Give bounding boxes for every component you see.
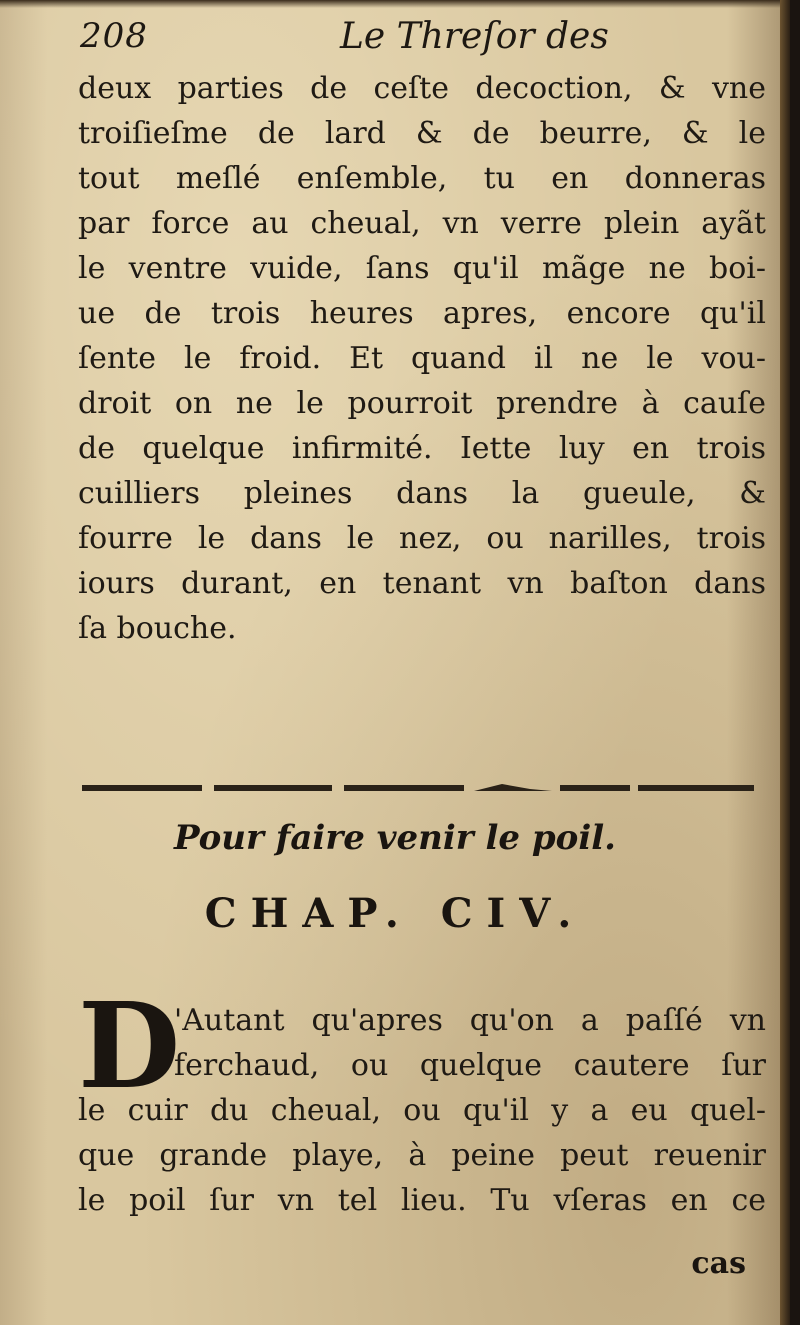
catchword: cas (691, 1246, 746, 1281)
page-right-edge (780, 0, 790, 1325)
paragraph-2 (78, 976, 766, 1223)
text-line: deux parties de ceſte decoction, & vne (78, 71, 766, 106)
text-line: 'Autant qu'apres qu'on a paſſé vn (174, 1003, 766, 1038)
text-line: ue de trois heures apres, encore qu'il (78, 296, 766, 331)
page-top-edge (0, 0, 790, 8)
text-line: le ventre vuide, ſans qu'il mãge ne boi- (78, 251, 766, 286)
running-title: Le Threſor des (340, 16, 609, 57)
chapter-label: CHAP. CIV. (204, 890, 586, 937)
page-number: 208 (80, 16, 148, 56)
text-line: cuilliers pleines dans la gueule, & (78, 476, 766, 511)
text-line: le poil ſur vn tel lieu. Tu vſeras en ce (78, 1183, 766, 1218)
text-line: le cuir du cheual, ou qu'il y a eu quel- (78, 1093, 766, 1128)
section-title: Pour faire venir le poil. (173, 818, 617, 858)
running-head (80, 16, 760, 60)
text-line: ſente le froid. Et quand il ne le vou- (78, 341, 766, 376)
text-line: ſa bouche. (78, 611, 237, 646)
text-line: tout meſlé enſemble, tu en donneras (78, 161, 766, 196)
text-line: par force au cheual, vn verre plein ayãt (78, 206, 766, 241)
text-line: que grande playe, à peine peut reuenir (78, 1138, 766, 1173)
text-line: de quelque infirmité. Iette luy en trois (78, 431, 766, 466)
text-line: fourre le dans le nez, ou narilles, trois (78, 521, 766, 556)
drop-cap: D (78, 976, 181, 1115)
paragraph-1 (78, 66, 766, 651)
text-line: iours durant, en tenant vn baſton dans (78, 566, 766, 601)
ornament-rule (82, 780, 754, 796)
text-line: troiſieſme de lard & de beurre, & le (78, 116, 766, 151)
text-line: droit on ne le pourroit prendre à cauſe (78, 386, 766, 421)
text-line: ferchaud, ou quelque cautere ſur (174, 1048, 766, 1083)
